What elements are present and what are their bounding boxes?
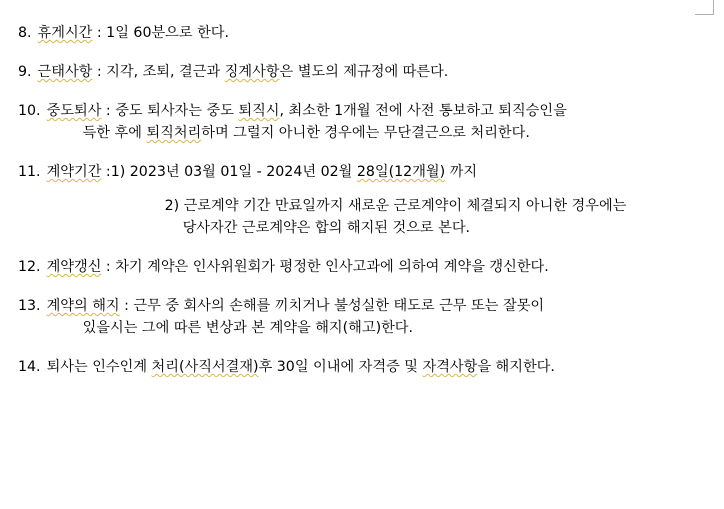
- clause-number: 13.: [18, 298, 41, 314]
- clause-line: [47, 100, 698, 122]
- spellcheck-term: 퇴직시: [238, 103, 280, 119]
- clause-body: [47, 100, 698, 144]
- spellcheck-term: 중도퇴사: [46, 103, 102, 119]
- text-run: 있을시는 그에 따른 변상과 본 계약을 해지(해고)한다.: [82, 320, 414, 336]
- text-run: 하며 그럴지 아니한 경우에는 무단결근으로 처리한다.: [201, 125, 530, 141]
- spellcheck-term: 징계사항: [224, 64, 280, 80]
- clause-line: [47, 356, 698, 378]
- clause-body: [38, 22, 698, 44]
- clause-body: [47, 161, 698, 239]
- clause-paragraph: [18, 295, 698, 339]
- clause-line: [47, 317, 698, 339]
- clause-line: [47, 256, 698, 278]
- clause-number: 12.: [18, 259, 41, 275]
- clause-line: [47, 195, 698, 217]
- clause-line: [47, 295, 698, 317]
- text-run: : 근무 중 회사의 손해를 끼치거나 불성실한 태도로 근무 또는 잘못이: [119, 298, 545, 314]
- clause-line: [47, 161, 698, 183]
- clause-number: 8.: [18, 25, 32, 41]
- clause-number: 11.: [18, 164, 41, 180]
- text-run: 후 30일 이내에 자격증 및: [258, 359, 423, 375]
- clause-number: 10.: [18, 103, 41, 119]
- clause-line: [38, 61, 698, 83]
- text-run: :1) 2023년 03월 01일 - 2024년 02월: [101, 164, 357, 180]
- clause-paragraph: [18, 356, 698, 378]
- text-run: 을 해지한다.: [477, 359, 555, 375]
- text-run: : 차기 계약은 인사위원회가 평정한 인사고과에 의하여 계약을 갱신한다.: [101, 259, 549, 275]
- spellcheck-term: 자격사항: [422, 359, 478, 375]
- clause-body: [47, 256, 698, 278]
- text-run: 퇴사는 인수인계: [46, 359, 152, 375]
- spellcheck-term: 퇴직처리: [146, 125, 202, 141]
- text-run: : 1일 60분으로 한다.: [92, 25, 230, 41]
- text-run: 당사자간 근로계약은 합의 해지된 것으로 본다.: [182, 220, 471, 236]
- text-run: 2) 근로계약 기간 만료일까지 새로운 근로계약이 체결되지 아니한 경우에는: [164, 198, 627, 214]
- clause-body: [47, 356, 698, 378]
- clause-line: [38, 22, 698, 44]
- clause-body: [47, 295, 698, 339]
- clause-paragraph: [18, 100, 698, 144]
- spellcheck-term: 계약의 해지: [46, 298, 120, 314]
- clause-number: 14.: [18, 359, 41, 375]
- clause-paragraph: [18, 256, 698, 278]
- spellcheck-term: 휴게시간: [37, 25, 93, 41]
- clause-paragraph: [18, 161, 698, 239]
- clause-paragraph: [18, 22, 698, 44]
- spellcheck-term: 계약갱신: [46, 259, 102, 275]
- text-run: , 최소한 1개월 전에 사전 통보하고 퇴직승인을: [279, 103, 567, 119]
- clause-body: [38, 61, 698, 83]
- clause-line: [47, 122, 698, 144]
- text-run: 은 별도의 제규정에 따른다.: [279, 64, 449, 80]
- clause-paragraph: [18, 61, 698, 83]
- spellcheck-term: 계약기간: [46, 164, 102, 180]
- clause-line: [47, 217, 698, 239]
- clause-number: 9.: [18, 64, 32, 80]
- text-run: : 중도 퇴사자는 중도: [101, 103, 239, 119]
- spellcheck-term: 28일(12개월): [356, 164, 446, 180]
- text-run: 득한 후에: [82, 125, 147, 141]
- spellcheck-term: 처리(사직서결재): [151, 359, 259, 375]
- text-run: 까지: [445, 164, 478, 180]
- spellcheck-term: 근태사항: [37, 64, 93, 80]
- text-run: : 지각, 조퇴, 결근과: [92, 64, 225, 80]
